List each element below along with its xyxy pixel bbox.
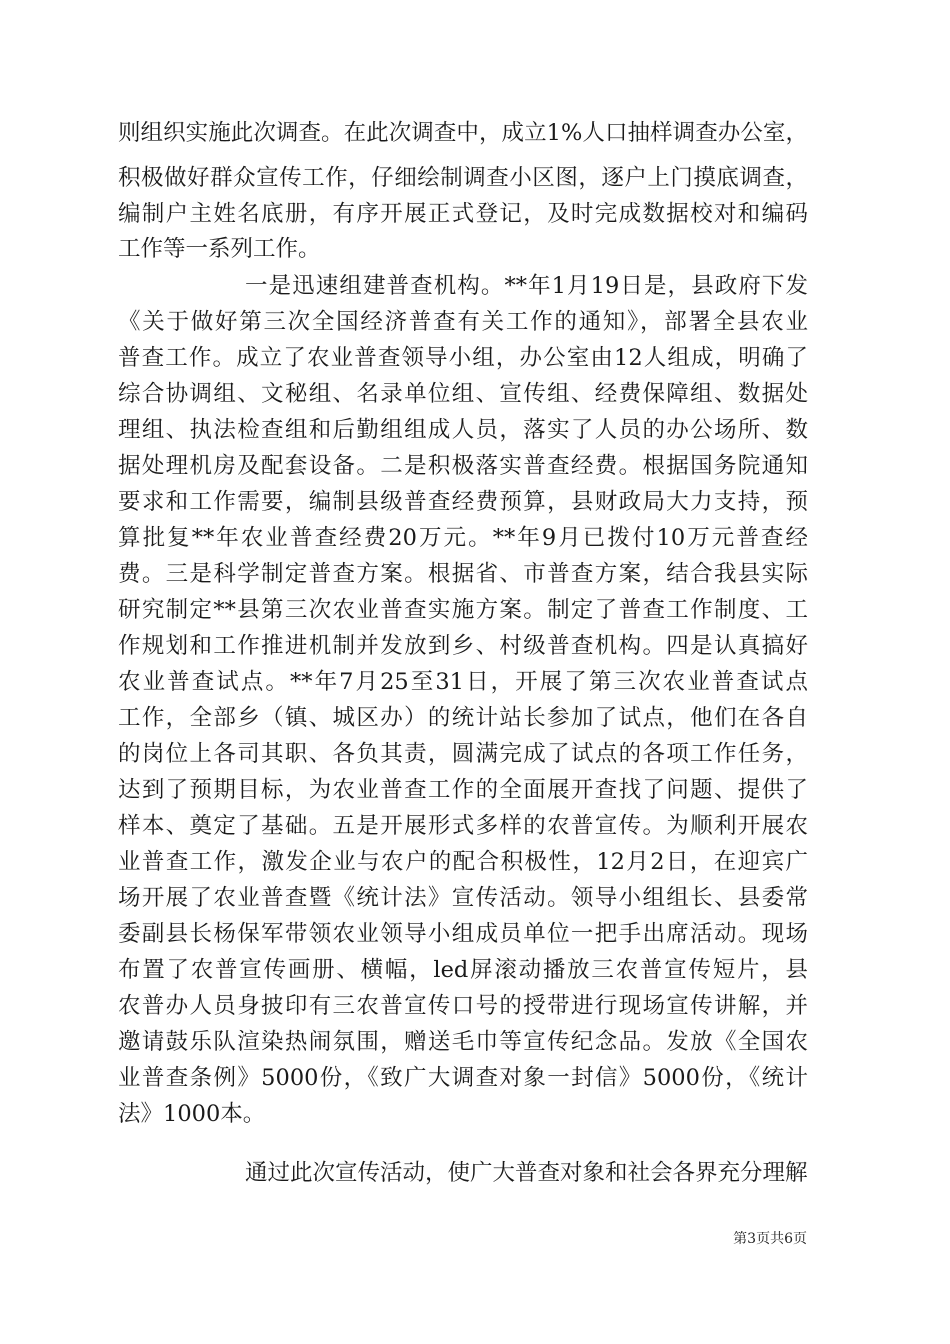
- text-line: 农业普查试点。**年7月25至31日，开展了第三次农业普查试点: [118, 669, 808, 695]
- text-line: 理组、执法检查组和后勤组组成人员，落实了人员的办公场所、数: [118, 417, 808, 443]
- text-line: 费。三是科学制定普查方案。根据省、市普查方案，结合我县实际: [118, 561, 808, 587]
- text-line: 布置了农普宣传画册、横幅，led屏滚动播放三农普宣传短片，县: [118, 957, 808, 983]
- text-line: 要求和工作需要，编制县级普查经费预算，县财政局大力支持，预: [118, 489, 808, 515]
- text-line: 业普查条例》5000份，《致广大调查对象一封信》5000份，《统计: [118, 1065, 808, 1091]
- text-line: 《关于做好第三次全国经济普查有关工作的通知》，部署全县农业: [118, 309, 808, 335]
- text-line: 综合协调组、文秘组、名录单位组、宣传组、经费保障组、数据处: [118, 381, 808, 407]
- text-line: 普查工作。成立了农业普查领导小组，办公室由12人组成，明确了: [118, 345, 808, 371]
- text-line: 法》1000本。: [118, 1101, 266, 1127]
- text-line: 场开展了农业普查暨《统计法》宣传活动。领导小组组长、县委常: [118, 885, 808, 911]
- text-line: 积极做好群众宣传工作，仔细绘制调查小区图，逐户上门摸底调查，: [118, 165, 808, 191]
- text-line: 达到了预期目标，为农业普查工作的全面展开查找了问题、提供了: [118, 777, 808, 803]
- text-line: 算批复**年农业普查经费20万元。**年9月已拨付10万元普查经: [118, 525, 808, 551]
- paragraph-start-line: 一是迅速组建普查机构。**年1月19日是，县政府下发: [245, 273, 808, 299]
- text-line: 样本、奠定了基础。五是开展形式多样的农普宣传。为顺利开展农: [118, 813, 808, 839]
- text-line: 的岗位上各司其职、各负其责，圆满完成了试点的各项工作任务，: [118, 741, 808, 767]
- page-number-footer: 第3页共6页: [733, 1231, 807, 1247]
- text-line: 则组织实施此次调查。在此次调查中，成立1%人口抽样调查办公室，: [118, 120, 808, 146]
- text-line: 工作，全部乡（镇、城区办）的统计站长参加了试点，他们在各自: [118, 705, 808, 731]
- text-line: 委副县长杨保军带领农业领导小组成员单位一把手出席活动。现场: [118, 921, 808, 947]
- text-line: 业普查工作，激发企业与农户的配合积极性，12月2日，在迎宾广: [118, 849, 808, 875]
- text-line: 工作等一系列工作。: [118, 236, 321, 262]
- text-line: 邀请鼓乐队渲染热闹氛围，赠送毛巾等宣传纪念品。发放《全国农: [118, 1029, 808, 1055]
- text-line: 作规划和工作推进机制并发放到乡、村级普查机构。四是认真搞好: [118, 633, 808, 659]
- text-line: 研究制定**县第三次农业普查实施方案。制定了普查工作制度、工: [118, 597, 808, 623]
- paragraph-start-line: 通过此次宣传活动，使广大普查对象和社会各界充分理解: [245, 1160, 808, 1186]
- text-line: 编制户主姓名底册，有序开展正式登记，及时完成数据校对和编码: [118, 201, 808, 227]
- text-line: 农普办人员身披印有三农普宣传口号的授带进行现场宣传讲解，并: [118, 993, 808, 1019]
- text-line: 据处理机房及配套设备。二是积极落实普查经费。根据国务院通知: [118, 453, 808, 479]
